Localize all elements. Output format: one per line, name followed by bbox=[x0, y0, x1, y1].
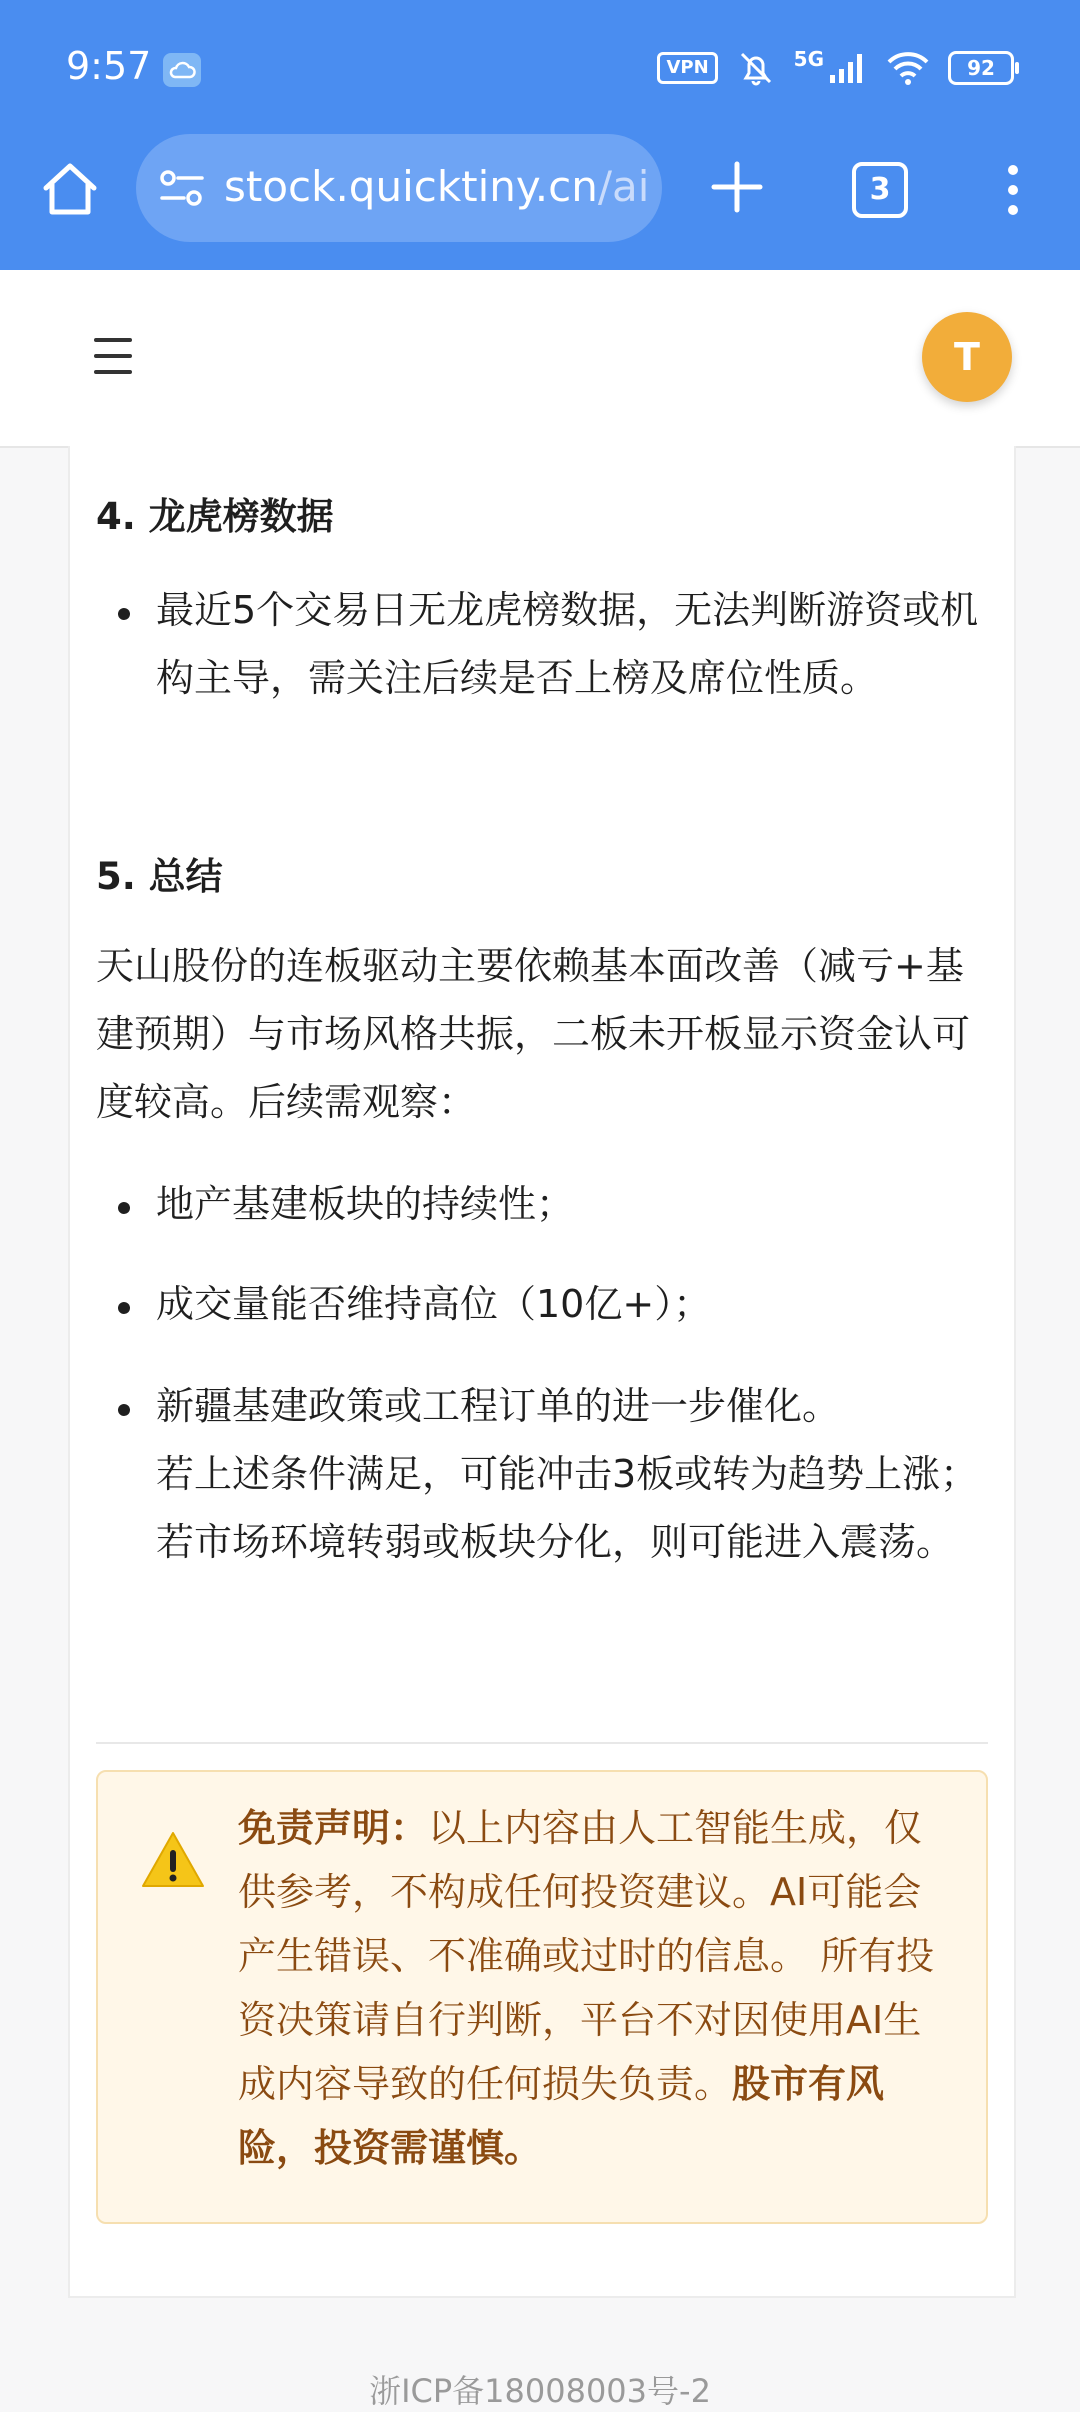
more-menu-icon[interactable] bbox=[998, 160, 1028, 220]
list-item: 地产基建板块的持续性； bbox=[156, 1182, 575, 1226]
disclaimer-box bbox=[96, 1770, 988, 2224]
url-bar[interactable] bbox=[136, 134, 662, 242]
app-header bbox=[0, 270, 1080, 448]
site-settings-icon[interactable] bbox=[158, 168, 206, 208]
divider bbox=[96, 1742, 988, 1744]
bullet-dot bbox=[118, 608, 130, 620]
hamburger-menu-icon[interactable] bbox=[94, 338, 132, 374]
list-item: 新疆基建政策或工程订单的进一步催化。 bbox=[156, 1384, 841, 1428]
disclaimer-text bbox=[238, 1796, 958, 2180]
section-title-summary: 5. 总结 bbox=[96, 855, 223, 898]
status-time: 9:57 bbox=[66, 44, 152, 88]
signal-icon bbox=[828, 51, 868, 85]
new-tab-icon[interactable] bbox=[710, 160, 764, 214]
disclaimer-emphasis: 股市有风险，投资需谨慎。 bbox=[238, 2062, 885, 2170]
section-title-dragon-tiger: 4. 龙虎榜数据 bbox=[96, 495, 334, 538]
status-icons bbox=[657, 46, 1014, 90]
cloud-icon bbox=[163, 53, 201, 87]
disclaimer-body: 以上内容由人工智能生成，仅供参考，不构成任何投资建议。AI可能会产生错误、不准确或过时的信息。 所有投资决策请自行判断，平台不对因使用AI生成内容导致的任何损失负责。 bbox=[238, 1806, 935, 2106]
tab-switcher-button[interactable]: 3 bbox=[852, 162, 908, 218]
avatar[interactable]: T bbox=[922, 312, 1012, 402]
battery-icon: 92 bbox=[948, 51, 1014, 85]
bell-muted-icon bbox=[736, 48, 776, 88]
url-host: stock.quicktiny.cn bbox=[224, 162, 598, 211]
disclaimer-label: 免责声明： bbox=[238, 1806, 429, 1850]
content-card bbox=[68, 446, 1016, 2298]
icp-footer[interactable]: 浙ICP备18008003号-2 bbox=[369, 2372, 711, 2410]
list-item: 成交量能否维持高位（10亿+）； bbox=[156, 1282, 712, 1326]
bullet-dot bbox=[118, 1302, 130, 1314]
url-text[interactable] bbox=[224, 162, 650, 211]
browser-chrome bbox=[0, 0, 1080, 270]
url-path: /ai bbox=[597, 162, 650, 211]
bullet-dot bbox=[118, 1202, 130, 1214]
summary-paragraph: 天山股份的连板驱动主要依赖基本面改善（减亏+基建预期）与市场风格共振，二板未开板显示资金认可度较高。后续需观察： bbox=[96, 944, 971, 1124]
vpn-icon: VPN bbox=[657, 52, 717, 84]
list-item: 最近5个交易日无龙虎榜数据，无法判断游资或机构主导，需关注后续是否上榜及席位性质。 bbox=[156, 588, 979, 700]
conclusion-text: 若上述条件满足，可能冲击3板或转为趋势上涨；若市场环境转弱或板块分化，则可能进入震荡。 bbox=[156, 1452, 979, 1564]
wifi-icon bbox=[886, 50, 930, 86]
home-icon[interactable] bbox=[40, 160, 100, 220]
network-label: 5G bbox=[793, 47, 824, 71]
bullet-dot bbox=[118, 1404, 130, 1416]
warning-icon bbox=[140, 1830, 206, 1890]
